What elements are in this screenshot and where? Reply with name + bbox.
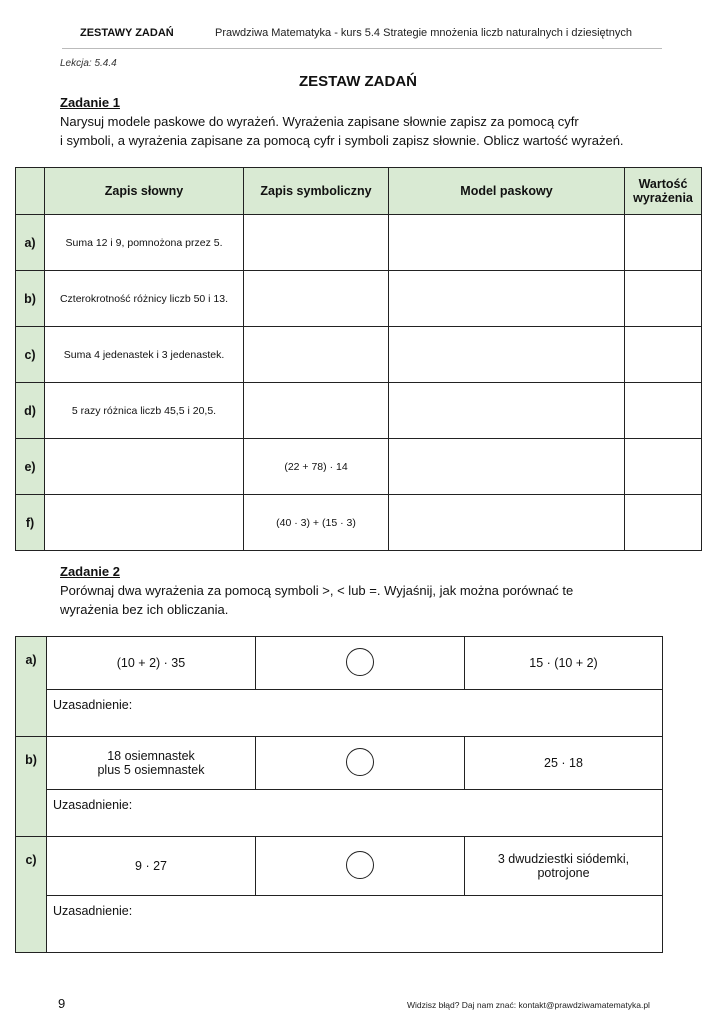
header-course-title: Prawdziwa Matematyka - kurs 5.4 Strategie mnożenia liczb naturalnych i dziesiętnych bbox=[215, 27, 632, 39]
symbolic-cell: (40 · 3) + (15 · 3) bbox=[244, 495, 389, 551]
task1-instructions: Narysuj modele paskowe do wyrażeń. Wyrażenia zapisane słownie zapisz za pomocą cyfr i symboli, a wyrażenia zapisane za pomocą cyfr i symboli zapisz słownie. Oblicz wartość wyrażeń. bbox=[60, 114, 624, 148]
right-expression: 25 · 18 bbox=[465, 737, 663, 790]
model-cell[interactable] bbox=[389, 439, 625, 495]
value-cell[interactable] bbox=[625, 383, 702, 439]
header-divider bbox=[62, 48, 662, 49]
comparison-circle-icon[interactable] bbox=[346, 851, 374, 879]
comparison-cell[interactable] bbox=[256, 837, 465, 896]
value-cell[interactable] bbox=[625, 439, 702, 495]
column-header-value: Wartość wyrażenia bbox=[625, 168, 702, 215]
lesson-number: Lekcja: 5.4.4 bbox=[60, 58, 117, 69]
verbal-cell[interactable] bbox=[45, 439, 244, 495]
value-cell[interactable] bbox=[625, 215, 702, 271]
symbolic-cell[interactable] bbox=[244, 383, 389, 439]
value-cell[interactable] bbox=[625, 495, 702, 551]
justification-field[interactable]: Uzasadnienie: bbox=[47, 896, 663, 953]
table-row bbox=[16, 271, 702, 327]
symbolic-cell[interactable] bbox=[244, 327, 389, 383]
task2-instructions: Porównaj dwa wyrażenia za pomocą symboli >, < lub =. Wyjaśnij, jak można porównać te wyrażenia bez ich obliczania. bbox=[60, 583, 574, 617]
comparison-row bbox=[16, 837, 663, 896]
table-row bbox=[16, 439, 702, 495]
column-header-label bbox=[16, 168, 45, 215]
row-label: b) bbox=[16, 271, 45, 327]
task2-heading: Zadanie 2 bbox=[60, 564, 120, 579]
model-cell[interactable] bbox=[389, 327, 625, 383]
left-expression: (10 + 2) · 35 bbox=[47, 637, 256, 690]
row-label: f) bbox=[16, 495, 45, 551]
comparison-row bbox=[16, 637, 663, 690]
comparison-row bbox=[16, 737, 663, 790]
column-header-verbal: Zapis słowny bbox=[45, 168, 244, 215]
verbal-cell[interactable] bbox=[45, 495, 244, 551]
table-header-row bbox=[16, 168, 702, 215]
page-title: ZESTAW ZADAŃ bbox=[298, 73, 418, 90]
value-cell[interactable] bbox=[625, 327, 702, 383]
verbal-cell: 5 razy różnica liczb 45,5 i 20,5. bbox=[45, 383, 244, 439]
model-cell[interactable] bbox=[389, 383, 625, 439]
column-header-model: Model paskowy bbox=[389, 168, 625, 215]
justification-row bbox=[16, 896, 663, 953]
task2-table bbox=[15, 636, 663, 953]
row-label: a) bbox=[16, 215, 45, 271]
justification-field[interactable]: Uzasadnienie: bbox=[47, 690, 663, 737]
row-label: a) bbox=[16, 637, 47, 737]
page-number: 9 bbox=[58, 996, 66, 1011]
column-header-symbolic: Zapis symboliczny bbox=[244, 168, 389, 215]
symbolic-cell: (22 + 78) · 14 bbox=[244, 439, 389, 495]
comparison-cell[interactable] bbox=[256, 737, 465, 790]
justification-field[interactable]: Uzasadnienie: bbox=[47, 790, 663, 837]
symbolic-cell[interactable] bbox=[244, 215, 389, 271]
table-row bbox=[16, 215, 702, 271]
row-label: e) bbox=[16, 439, 45, 495]
comparison-cell[interactable] bbox=[256, 637, 465, 690]
symbolic-cell[interactable] bbox=[244, 271, 389, 327]
justification-row bbox=[16, 790, 663, 837]
model-cell[interactable] bbox=[389, 495, 625, 551]
task1-heading: Zadanie 1 bbox=[60, 95, 120, 110]
row-label: d) bbox=[16, 383, 45, 439]
comparison-circle-icon[interactable] bbox=[346, 748, 374, 776]
header-section-title: ZESTAWY ZADAŃ bbox=[80, 27, 174, 39]
comparison-circle-icon[interactable] bbox=[346, 648, 374, 676]
verbal-cell: Czterokrotność różnicy liczb 50 i 13. bbox=[45, 271, 244, 327]
task1-table bbox=[15, 167, 702, 551]
right-expression: 15 · (10 + 2) bbox=[465, 637, 663, 690]
verbal-cell: Suma 12 i 9, pomnożona przez 5. bbox=[45, 215, 244, 271]
footer-contact: Widzisz błąd? Daj nam znać: kontakt@prawdziwamatematyka.pl bbox=[407, 1000, 650, 1010]
table-row bbox=[16, 327, 702, 383]
verbal-cell: Suma 4 jedenastek i 3 jedenastek. bbox=[45, 327, 244, 383]
row-label: c) bbox=[16, 837, 47, 953]
model-cell[interactable] bbox=[389, 271, 625, 327]
row-label: c) bbox=[16, 327, 45, 383]
value-cell[interactable] bbox=[625, 271, 702, 327]
right-expression: 3 dwudziestki siódemki, potrojone bbox=[465, 837, 663, 896]
left-expression: 9 · 27 bbox=[47, 837, 256, 896]
left-expression: 18 osiemnastek plus 5 osiemnastek bbox=[47, 737, 256, 790]
model-cell[interactable] bbox=[389, 215, 625, 271]
justification-row bbox=[16, 690, 663, 737]
table-row bbox=[16, 383, 702, 439]
table-row bbox=[16, 495, 702, 551]
row-label: b) bbox=[16, 737, 47, 837]
